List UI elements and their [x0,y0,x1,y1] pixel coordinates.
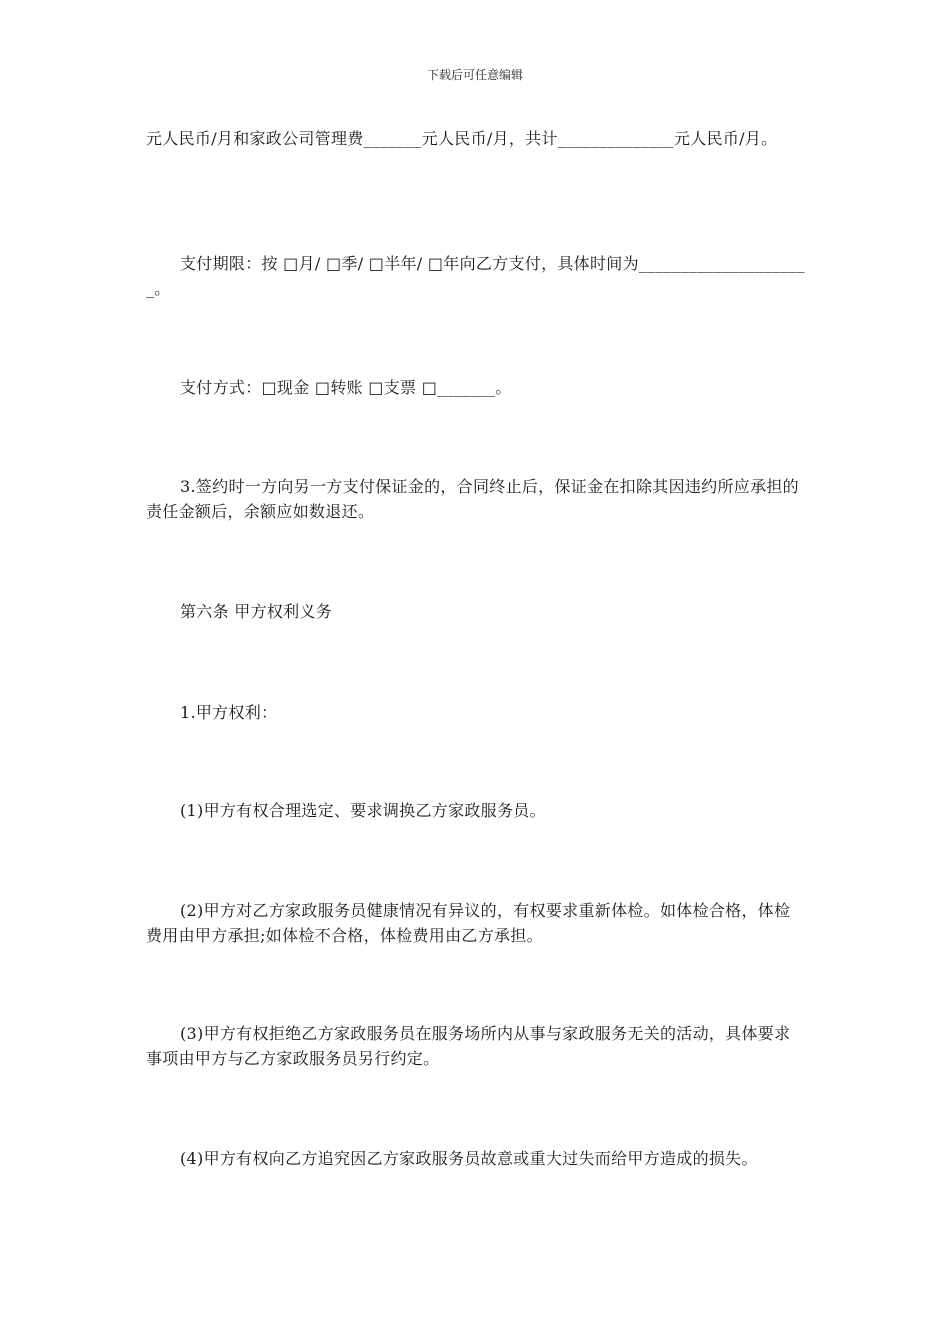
list-item-right-4: (4)甲方有权向乙方追究因乙方家政服务员故意或重大过失而给甲方造成的损失。 [180,1149,758,1168]
paragraph-fee-total: 元人民币/月和家政公司管理费_______元人民币/月，共计______________元人民币/月。 [146,129,778,148]
paragraph-payment-method: 支付方式：□现金 □转账 □支票 □_______。 [180,378,512,397]
paragraph-payment-period: 支付期限：按 □月/ □季/ □半年/ □年向乙方支付，具体时间为_____________________。 [146,254,805,298]
list-item-right-2: (2)甲方对乙方家政服务员健康情况有异议的，有权要求重新体检。如体检合格，体检费用由甲方承担;如体检不合格，体检费用由乙方承担。 [146,901,791,945]
paragraph-deposit: 3.签约时一方向另一方支付保证金的，合同终止后，保证金在扣除其因违约所应承担的责任金额后，余额应如数退还。 [146,477,799,521]
page-header: 下载后可任意编辑 [426,68,523,82]
section-heading-article-6: 第六条 甲方权利义务 [180,602,333,621]
subheading-party-a-rights: 1.甲方权利： [180,703,278,722]
list-item-right-1: (1)甲方有权合理选定、要求调换乙方家政服务员。 [180,801,546,820]
list-item-right-3: (3)甲方有权拒绝乙方家政服务员在服务场所内从事与家政服务无关的活动，具体要求事项由甲方与乙方家政服务员另行约定。 [146,1024,791,1068]
